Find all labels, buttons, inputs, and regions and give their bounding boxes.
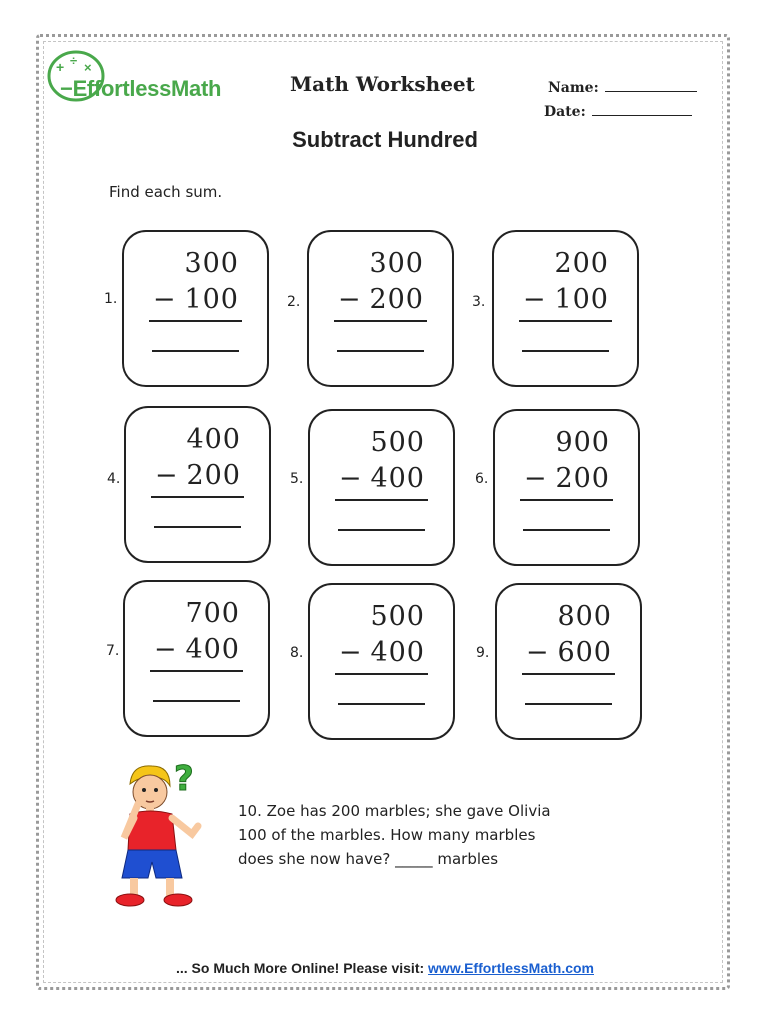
sum-rule <box>520 499 613 501</box>
sum-rule <box>522 673 615 675</box>
problem-box <box>493 409 640 566</box>
subtrahend-row <box>524 463 610 494</box>
problem-number: 2. <box>287 294 301 310</box>
subtrahend-row <box>338 284 424 315</box>
problem-number: 1. <box>104 291 118 307</box>
logo-wordmark <box>60 76 221 102</box>
problem-box <box>308 583 455 740</box>
problem-box <box>123 580 270 737</box>
answer-line <box>338 529 425 531</box>
subtrahend-row <box>523 284 609 315</box>
sum-rule <box>151 496 244 498</box>
problem-number: 4. <box>107 471 121 487</box>
thinking-boy-illustration-icon <box>112 758 224 910</box>
subtrahend-row <box>526 637 612 668</box>
subtrahend-row <box>155 460 241 491</box>
answer-line <box>522 350 609 352</box>
subtrahend: 400 <box>185 634 240 665</box>
answer-line <box>338 703 425 705</box>
problem-box <box>122 230 269 387</box>
problem-number: 8. <box>290 645 304 661</box>
sum-rule <box>519 320 612 322</box>
minuend: 300 <box>184 248 239 279</box>
svg-text:?: ? <box>174 759 194 799</box>
instruction-text: Find each sum. <box>109 183 223 201</box>
subtrahend: 600 <box>557 637 612 668</box>
minus-sign: − <box>337 284 362 315</box>
minus-sign: − <box>338 637 363 668</box>
subtrahend: 100 <box>184 284 239 315</box>
problem-box <box>495 583 642 740</box>
word-problem-line: does she now have? _____ marbles <box>238 850 499 868</box>
minuend: 500 <box>370 601 425 632</box>
word-problem-line: 10. Zoe has 200 marbles; she gave Olivia <box>238 802 551 820</box>
problem-number: 6. <box>475 471 489 487</box>
sum-rule <box>335 499 428 501</box>
problem-number: 5. <box>290 471 304 487</box>
minuend: 200 <box>554 248 609 279</box>
minuend: 400 <box>186 424 241 455</box>
sum-rule <box>334 320 427 322</box>
logo-minus: − <box>60 76 73 101</box>
answer-line <box>153 700 240 702</box>
minus-sign: − <box>154 460 179 491</box>
subtrahend: 100 <box>554 284 609 315</box>
subtrahend: 200 <box>369 284 424 315</box>
name-label: Name: <box>548 80 599 96</box>
svg-text:÷: ÷ <box>70 53 78 68</box>
subtrahend: 400 <box>370 463 425 494</box>
problem-box <box>124 406 271 563</box>
footer <box>0 960 770 976</box>
sum-rule <box>150 670 243 672</box>
date-blank <box>592 115 692 116</box>
worksheet-title: Math Worksheet <box>290 72 475 96</box>
problem-number: 3. <box>472 294 486 310</box>
minuend: 800 <box>557 601 612 632</box>
minus-sign: − <box>525 637 550 668</box>
name-field <box>548 80 697 96</box>
minus-sign: − <box>523 463 548 494</box>
problem-number: 7. <box>106 643 120 659</box>
logo-brand-text: EffortlessMath <box>72 76 222 101</box>
problem-box <box>307 230 454 387</box>
sum-rule <box>149 320 242 322</box>
word-problem <box>238 799 618 871</box>
problem-box <box>308 409 455 566</box>
name-blank <box>605 91 697 92</box>
subtrahend-row <box>339 637 425 668</box>
answer-line <box>154 526 241 528</box>
subtrahend: 200 <box>186 460 241 491</box>
subtrahend: 400 <box>370 637 425 668</box>
minuend: 700 <box>185 598 240 629</box>
minuend: 500 <box>370 427 425 458</box>
worksheet-subtitle: Subtract Hundred <box>292 127 478 152</box>
svg-text:+: + <box>56 59 65 75</box>
minus-sign: − <box>152 284 177 315</box>
problem-number: 9. <box>476 645 490 661</box>
answer-line <box>152 350 239 352</box>
subtrahend-row <box>339 463 425 494</box>
footer-text: ... So Much More Online! Please visit: <box>175 960 425 976</box>
svg-text:×: × <box>84 60 92 75</box>
subtrahend-row <box>153 284 239 315</box>
problem-box <box>492 230 639 387</box>
word-problem-line: 100 of the marbles. How many marbles <box>238 826 536 844</box>
minus-sign: − <box>522 284 547 315</box>
answer-line <box>337 350 424 352</box>
answer-line <box>523 529 610 531</box>
subtrahend: 200 <box>555 463 610 494</box>
subtrahend-row <box>154 634 240 665</box>
date-label: Date: <box>544 104 586 120</box>
footer-website-link[interactable]: www.EffortlessMath.com <box>428 960 594 976</box>
minuend: 300 <box>369 248 424 279</box>
minus-sign: − <box>153 634 178 665</box>
minus-sign: − <box>338 463 363 494</box>
minuend: 900 <box>555 427 610 458</box>
answer-line <box>525 703 612 705</box>
sum-rule <box>335 673 428 675</box>
date-field <box>544 104 692 120</box>
